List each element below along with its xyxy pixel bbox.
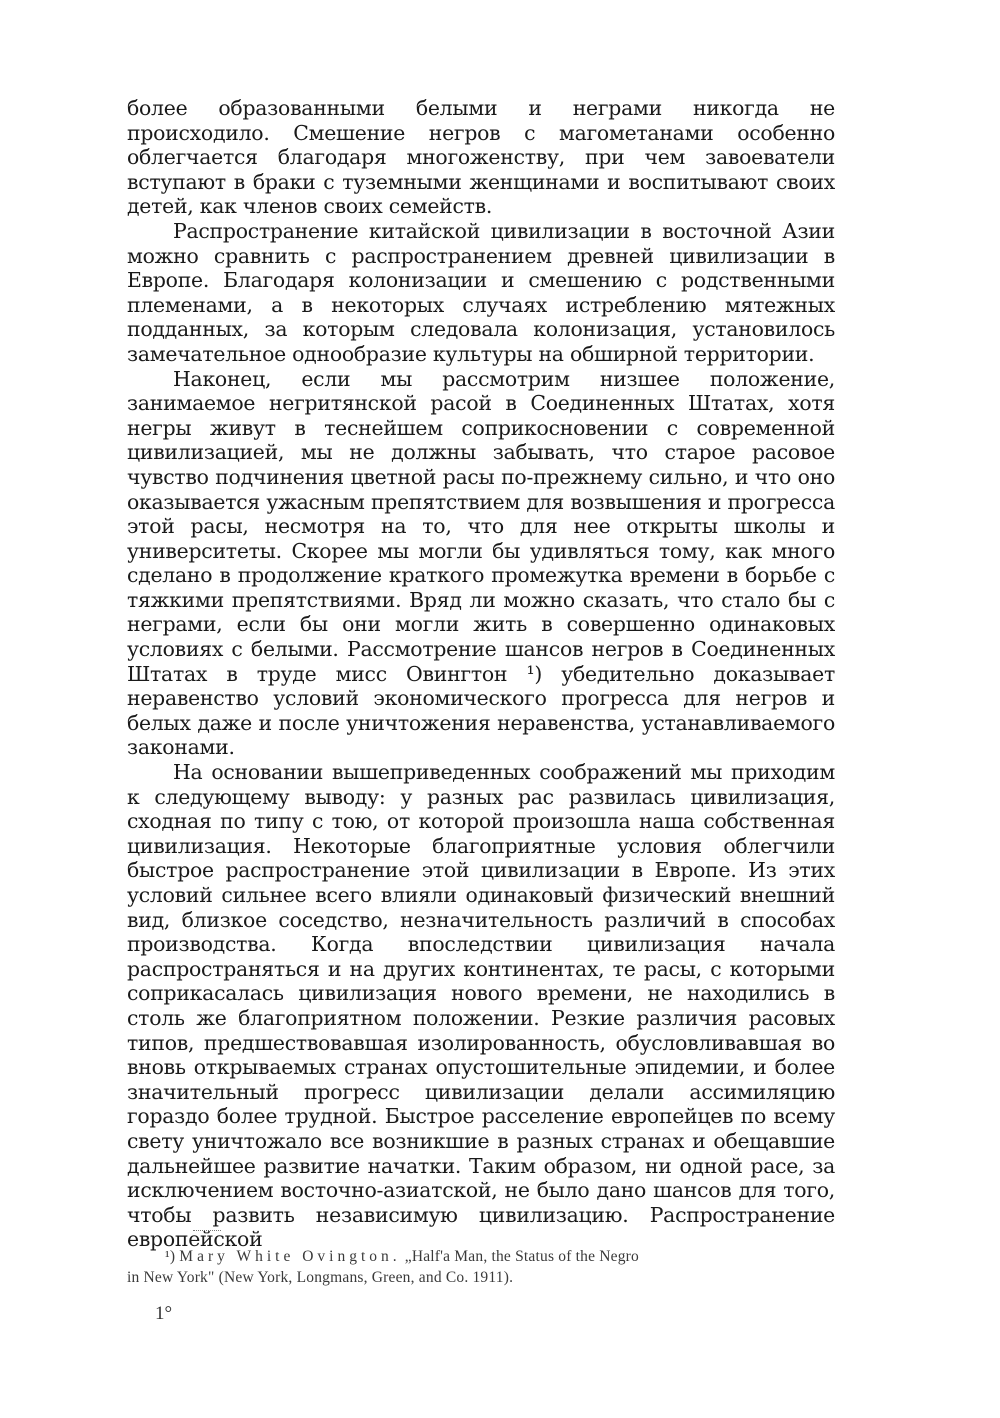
paragraph-1: более образованными белыми и неграми никогда не происходило. Смешение негров с магометанами особенно облегчается благодаря многоженству, при чем завоеватели вступают в браки с туземными женщинами и воспитывают своих детей, как членов своих семейств. xyxy=(127,96,835,219)
footnote xyxy=(127,1246,835,1288)
footnote-line-1 xyxy=(127,1246,835,1267)
footnote-divider xyxy=(193,1230,221,1231)
paragraph-2: Распространение китайской цивилизации в восточной Азии можно сравнить с распространением древней цивилизации в Европе. Благодаря колонизации и смешению с родственными племенами, а в некоторых случаях истреблению мятежных подданных, за которым следовала колонизация, установилось замечательное однообразие культуры на обширной территории. xyxy=(127,218,835,366)
paragraph-4: На основании вышеприведенных соображений мы приходим к следующему выводу: у разных рас развилась цивилизация, сходная по типу с тою, от которой произошла наша собственная цивилизация. Некоторые благоприятные условия облегчили быстрое распространение этой цивилизации в Европе. Из этих условий сильнее всего влияли одинаковый физический внешний вид, близкое соседство, незначительность различий в способах производства. Когда впоследствии цивилизация начала распространяться и на других континентах, те расы, с которыми соприкасалась цивилизация нового времени, не находились в столь же благоприятном положении. Резкие различия расовых типов, предшествовавшая изолированность, обусловливавшая во вновь открываемых странах опустошительные эпидемии, и более значительный прогресс цивилизации делали ассимиляцию гораздо более трудной. Быстрое расселение европейцев по всему свету уничтожало все возникшие в разных странах и обещавшие дальнейшее развитие начатки. Таким образом, ни одной расе, за исключением восточно-азиатской, не было дано шансов для того, чтобы развить независимую цивилизацию. Распространение европейской xyxy=(127,760,835,1252)
footnote-marker: ¹) xyxy=(165,1248,176,1265)
page-number: 1° xyxy=(155,1303,173,1324)
main-text xyxy=(127,96,835,1252)
footnote-line-2: in New York" (New York, Longmans, Green, and Co. 1911). xyxy=(127,1269,514,1286)
footnote-author: Mary White Ovington. xyxy=(179,1248,401,1265)
footnote-title: „Half'a Man, the Status of the Negro xyxy=(404,1248,639,1265)
paragraph-3: Наконец, если мы рассмотрим низшее положение, занимаемое негритянской расой в Соединенных Штатах, хотя негры живут в теснейшем соприкосновении с современной цивилизацией, мы не должны забывать, что старое расовое чувство подчинения цветной расы по-прежнему сильно, и что оно оказывается ужасным препятствием для возвышения и прогресса этой расы, несмотря на то, что для нее открыты школы и университеты. Скорее мы могли бы удивляться тому, как много сделано в продолжение краткого промежутка времени в борьбе с тяжкими препятствиями. Вряд ли можно сказать, что стало бы с неграми, если бы они могли жить в совершенно одинаковых условиях с белыми. Рассмотрение шансов негров в Соединенных Штатах в труде мисс Овингтон ¹) убедительно доказывает неравенство условий экономического прогресса для негров и белых даже и после уничтожения неравенства, устанавливаемого законами. xyxy=(127,366,835,760)
